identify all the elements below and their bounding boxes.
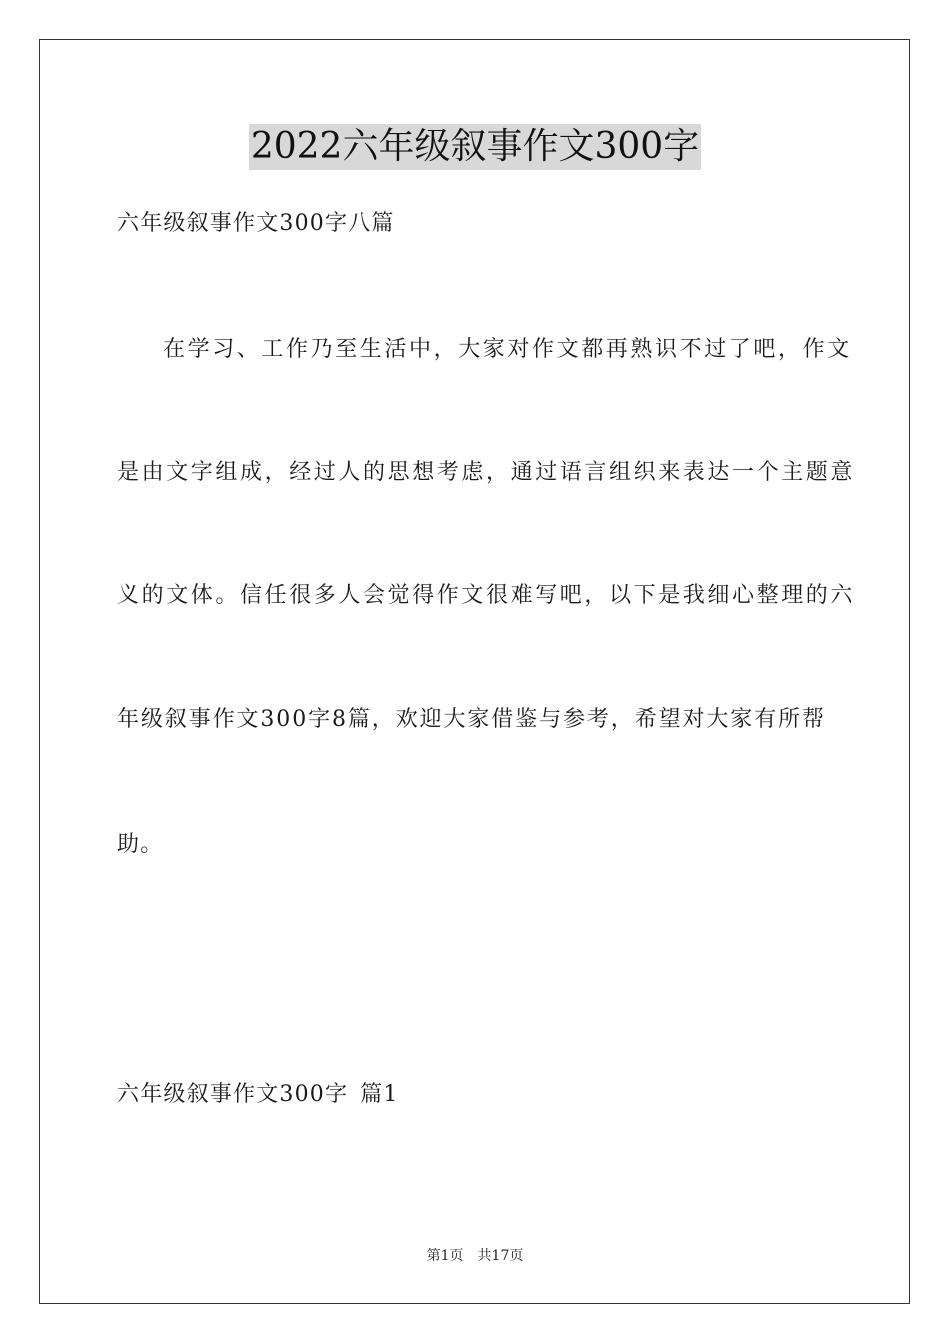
paragraph-line-5: 助。 <box>117 832 164 857</box>
page-number-current: 第1页 <box>426 1248 464 1264</box>
section-heading-label: 篇1 <box>360 1082 399 1107</box>
section-heading-title: 六年级叙事作文300字 <box>117 1082 349 1107</box>
paragraph-line-2: 是由文字组成，经过人的思想考虑，通过语言组织来表达一个主题意 <box>117 460 856 485</box>
document-title: 2022六年级叙事作文300字 <box>249 124 701 170</box>
paragraph-line-3: 义的文体。信任很多人会觉得作文很难写吧，以下是我细心整理的六 <box>117 583 856 608</box>
page-number-total: 共17页 <box>477 1248 524 1264</box>
page-footer <box>0 1246 950 1266</box>
title-container <box>0 124 950 170</box>
paragraph-line-1: 在学习、工作乃至生活中，大家对作文都再熟识不过了吧，作文 <box>163 337 852 362</box>
document-subtitle: 六年级叙事作文300字八篇 <box>117 211 395 236</box>
section-heading <box>117 1080 399 1110</box>
paragraph-line-4: 年级叙事作文300字8篇，欢迎大家借鉴与参考，希望对大家有所帮 <box>117 707 826 732</box>
